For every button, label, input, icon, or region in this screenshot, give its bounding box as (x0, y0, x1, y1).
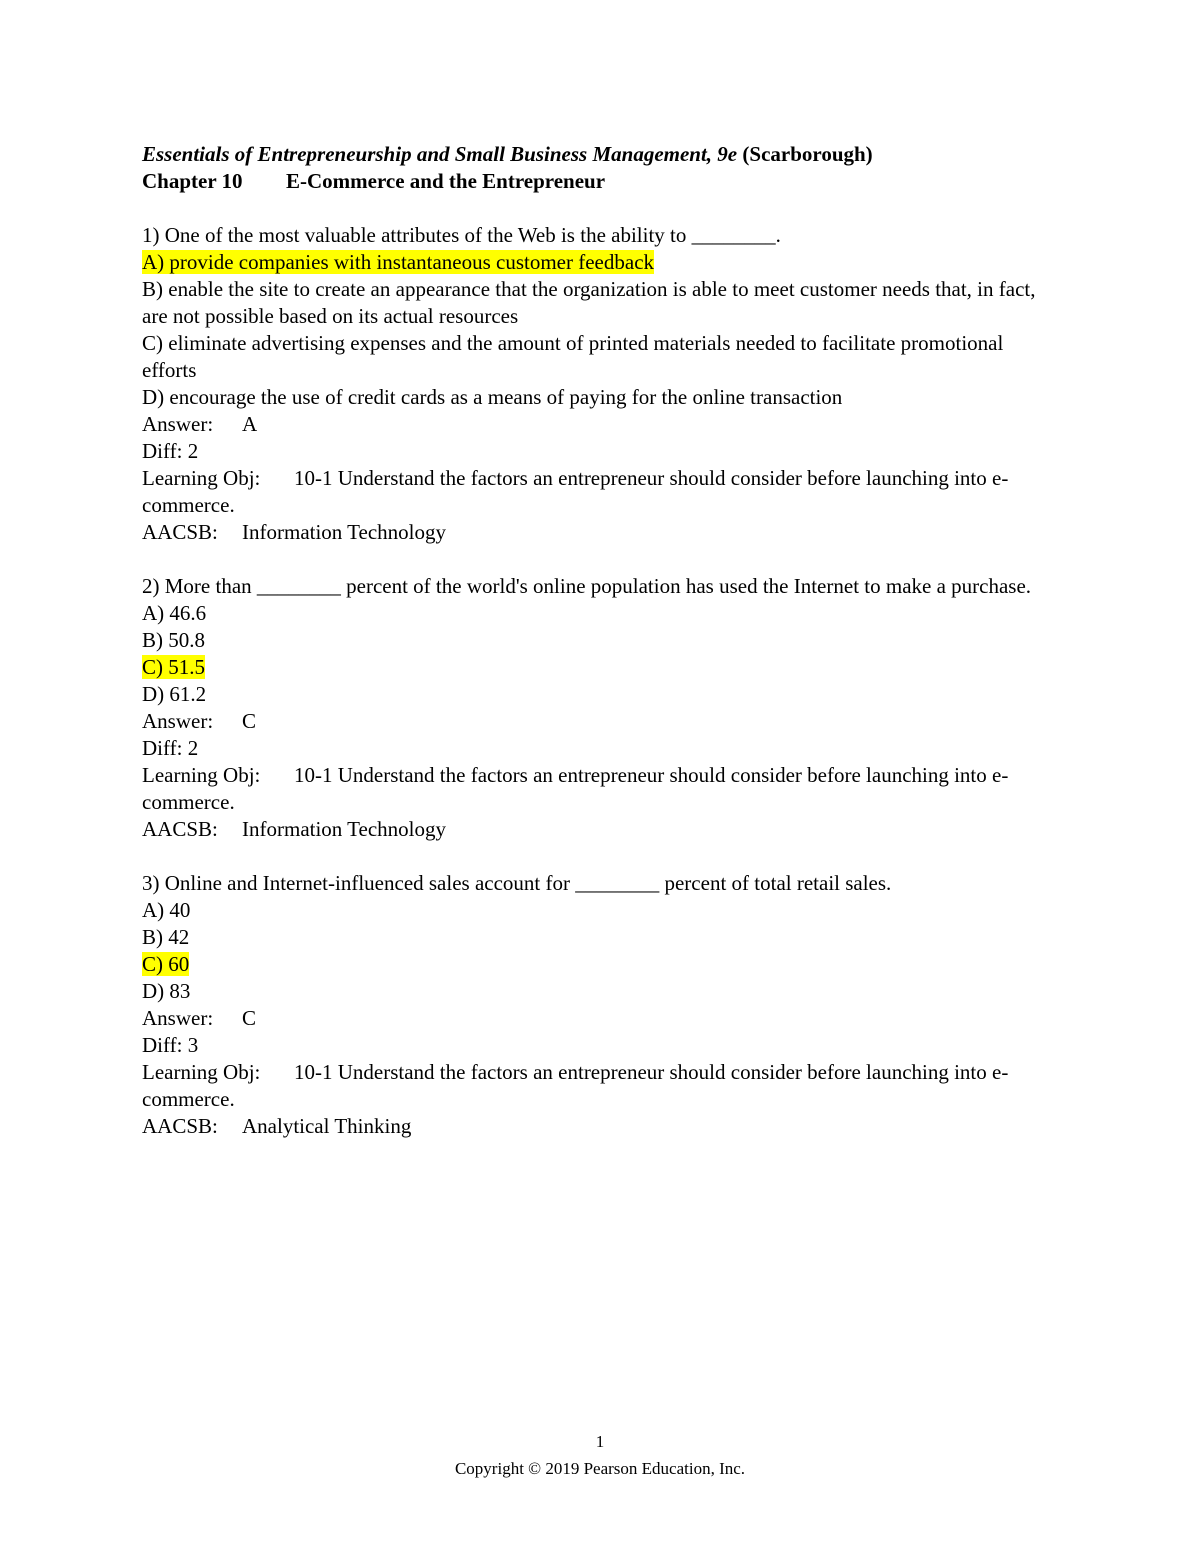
chapter-label: Chapter 10 (142, 169, 243, 193)
aacsb-line (142, 1113, 1062, 1140)
question-stem: 2) More than ________ percent of the world's online population has used the Internet to make a purchase. (142, 574, 1032, 598)
option-a: A) 46.6 (142, 601, 207, 625)
option-b: B) 42 (142, 925, 190, 949)
aacsb-value: Information Technology (242, 817, 447, 841)
learning-objective (142, 762, 1062, 816)
highlighted-option: C) 51.5 (142, 655, 205, 679)
aacsb-line (142, 519, 1062, 546)
answer-line (142, 1005, 1062, 1032)
answer-value: C (242, 709, 257, 733)
document-body (142, 141, 1062, 1140)
option-d: D) 61.2 (142, 682, 207, 706)
learning-objective-label: Learning Obj: (142, 466, 261, 490)
page-number: 1 (595, 1432, 605, 1451)
learning-objective-text: 10-1 Understand the factors an entrepreneur should consider before launching into e-commerce. (142, 466, 1009, 517)
option-a (142, 249, 1062, 276)
option-d: D) encourage the use of credit cards as a means of paying for the online transaction (142, 385, 843, 409)
book-title-text: Essentials of Entrepreneurship and Small Business Management, 9e (142, 142, 738, 166)
question-3 (142, 870, 1062, 1140)
copyright-notice: Copyright © 2019 Pearson Education, Inc. (454, 1459, 746, 1478)
aacsb-label: AACSB: (142, 817, 218, 841)
answer-value: C (242, 1006, 257, 1030)
option-c (142, 654, 1062, 681)
learning-objective (142, 465, 1062, 519)
question-1 (142, 222, 1062, 546)
question-stem: 1) One of the most valuable attributes of the Web is the ability to ________. (142, 223, 781, 247)
learning-objective (142, 1059, 1062, 1113)
book-title (142, 141, 1062, 168)
difficulty: Diff: 2 (142, 439, 199, 463)
option-b: B) enable the site to create an appearance that the organization is able to meet customer needs that, in fact, are not possible based on its actual resources (142, 277, 1036, 328)
book-author: (Scarborough) (737, 142, 873, 166)
chapter-heading (142, 168, 1062, 195)
option-c: C) eliminate advertising expenses and the amount of printed materials needed to facilitate promotional efforts (142, 331, 1004, 382)
learning-objective-label: Learning Obj: (142, 763, 261, 787)
option-a: A) 40 (142, 898, 191, 922)
learning-objective-text: 10-1 Understand the factors an entrepreneur should consider before launching into e-commerce. (142, 1060, 1009, 1111)
option-b: B) 50.8 (142, 628, 205, 652)
learning-objective-label: Learning Obj: (142, 1060, 261, 1084)
answer-value: A (242, 412, 258, 436)
learning-objective-text: 10-1 Understand the factors an entrepreneur should consider before launching into e-commerce. (142, 763, 1009, 814)
aacsb-value: Analytical Thinking (242, 1114, 412, 1138)
answer-label: Answer: (142, 709, 214, 733)
question-stem: 3) Online and Internet-influenced sales account for ________ percent of total retail sales. (142, 871, 892, 895)
difficulty: Diff: 3 (142, 1033, 199, 1057)
chapter-title: E-Commerce and the Entrepreneur (286, 169, 606, 193)
answer-line (142, 708, 1062, 735)
question-2 (142, 573, 1062, 843)
answer-label: Answer: (142, 1006, 214, 1030)
answer-line (142, 411, 1062, 438)
option-c (142, 951, 1062, 978)
difficulty: Diff: 2 (142, 736, 199, 760)
aacsb-line (142, 816, 1062, 843)
option-d: D) 83 (142, 979, 191, 1003)
aacsb-label: AACSB: (142, 520, 218, 544)
highlighted-option: C) 60 (142, 952, 190, 976)
answer-label: Answer: (142, 412, 214, 436)
aacsb-value: Information Technology (242, 520, 447, 544)
aacsb-label: AACSB: (142, 1114, 218, 1138)
highlighted-option: A) provide companies with instantaneous customer feedback (142, 250, 655, 274)
